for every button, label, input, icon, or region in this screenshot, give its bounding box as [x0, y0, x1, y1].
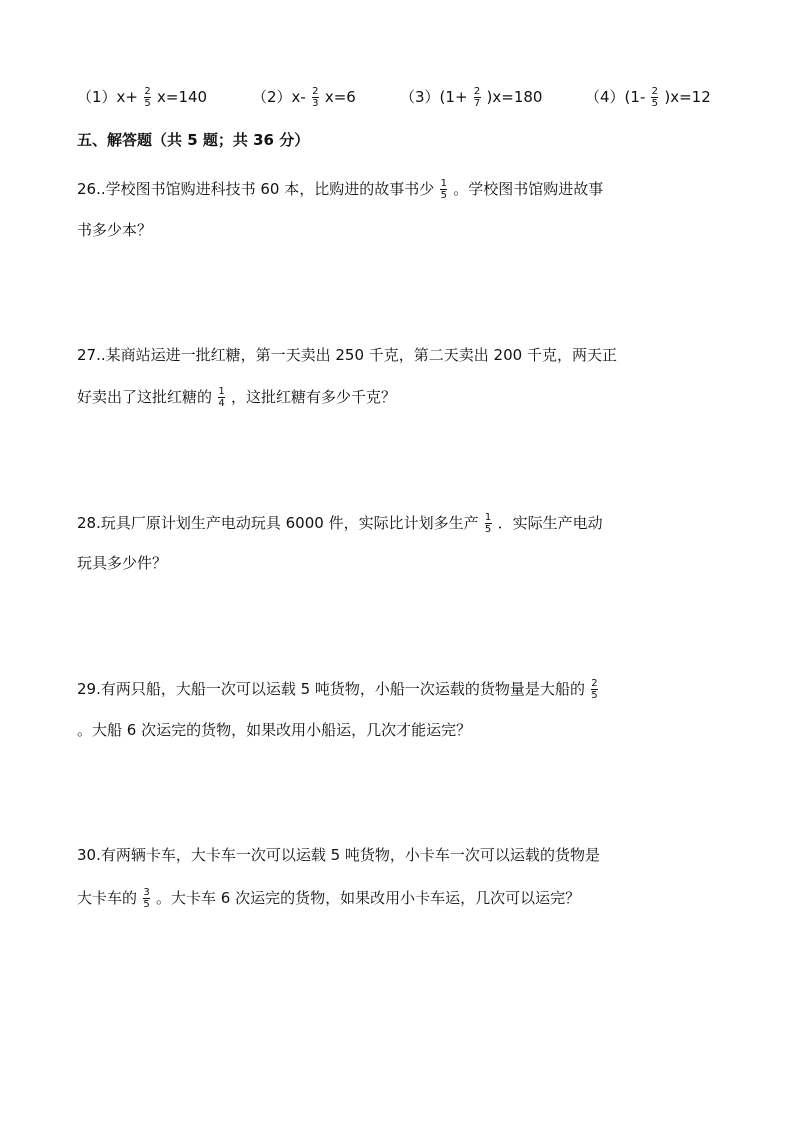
fraction-numerator: 2	[591, 678, 598, 689]
fraction-numerator: 2	[651, 86, 659, 97]
fraction-numerator: 2	[312, 86, 319, 97]
equation-1-suffix: x=140	[157, 88, 208, 106]
fraction	[485, 512, 492, 535]
fraction-denominator: 5	[144, 98, 151, 109]
problem-26-line-1	[77, 178, 603, 201]
problem-29-text-a: 29.有两只船，大船一次可以运载 5 吨货物，小船一次运载的货物量是大船的	[77, 680, 585, 698]
equation-1	[77, 86, 207, 109]
equation-3-prefix: （3）(1+	[400, 88, 468, 106]
fraction-denominator: 4	[218, 398, 225, 409]
fraction	[218, 386, 225, 409]
problem-28-line-2: 玩具多少件？	[77, 554, 168, 572]
equation-2	[252, 86, 356, 109]
fraction	[143, 887, 150, 910]
fraction	[474, 86, 481, 109]
problem-27-line-2	[77, 386, 396, 409]
equation-4-suffix: )x=12	[664, 88, 711, 106]
problem-30-text-a: 大卡车的	[77, 889, 138, 907]
problem-29-line-1	[77, 678, 604, 701]
problem-28-line-1	[77, 512, 603, 535]
problem-26-text-b: 。学校图书馆购进故事	[453, 180, 604, 198]
equation-4-prefix: （4）(1-	[585, 88, 646, 106]
fraction-numerator: 3	[143, 887, 150, 898]
fraction-denominator: 5	[440, 190, 447, 201]
problem-30-text-b: 。大卡车 6 次运完的货物，如果改用小卡车运，几次可以运完？	[156, 889, 581, 907]
fraction-numerator: 1	[484, 512, 492, 523]
fraction-numerator: 1	[218, 386, 225, 397]
problem-28-text-a: 28.玩具厂原计划生产电动玩具 6000 件，实际比计划多生产	[77, 514, 479, 532]
fraction-numerator: 1	[440, 178, 447, 189]
fraction-numerator: 2	[144, 86, 151, 97]
problem-27-text-a: 好卖出了这批红糖的	[77, 388, 213, 406]
problem-28-text-b: ．实际生产电动	[497, 514, 603, 532]
fraction-numerator: 2	[473, 86, 481, 97]
section-title: 五、解答题（共 5 题；共 36 分）	[77, 131, 310, 149]
equation-3	[400, 86, 542, 109]
equation-3-suffix: )x=180	[486, 88, 543, 106]
equation-2-prefix: （2）x-	[252, 88, 306, 106]
problem-30-line-1: 30.有两辆卡车，大卡车一次可以运载 5 吨货物，小卡车一次可以运载的货物是	[77, 846, 600, 864]
problem-26-text-a: 26..学校图书馆购进科技书 60 本，比购进的故事书少	[77, 180, 435, 198]
fraction-denominator: 5	[591, 690, 598, 701]
equation-1-prefix: （1）x+	[77, 88, 138, 106]
problem-26-line-2: 书多少本？	[77, 221, 153, 239]
problem-27-text-b: ，这批红糖有多少千克？	[231, 388, 397, 406]
fraction	[591, 678, 598, 701]
problem-29-line-2: 。大船 6 次运完的货物，如果改用小船运，几次才能运完？	[77, 721, 472, 739]
problem-30-line-2	[77, 887, 580, 910]
fraction-denominator: 5	[651, 98, 659, 109]
fraction-denominator: 5	[143, 899, 150, 910]
fraction	[312, 86, 319, 109]
fraction	[651, 86, 658, 109]
fraction	[440, 178, 447, 201]
fraction-denominator: 7	[473, 98, 481, 109]
fraction-denominator: 3	[312, 98, 319, 109]
fraction	[144, 86, 151, 109]
problem-27-line-1: 27..某商站运进一批红糖，第一天卖出 250 千克，第二天卖出 200 千克，两天正	[77, 346, 617, 364]
equation-4	[585, 86, 711, 109]
fraction-denominator: 5	[484, 524, 492, 535]
equation-2-suffix: x=6	[324, 88, 356, 106]
